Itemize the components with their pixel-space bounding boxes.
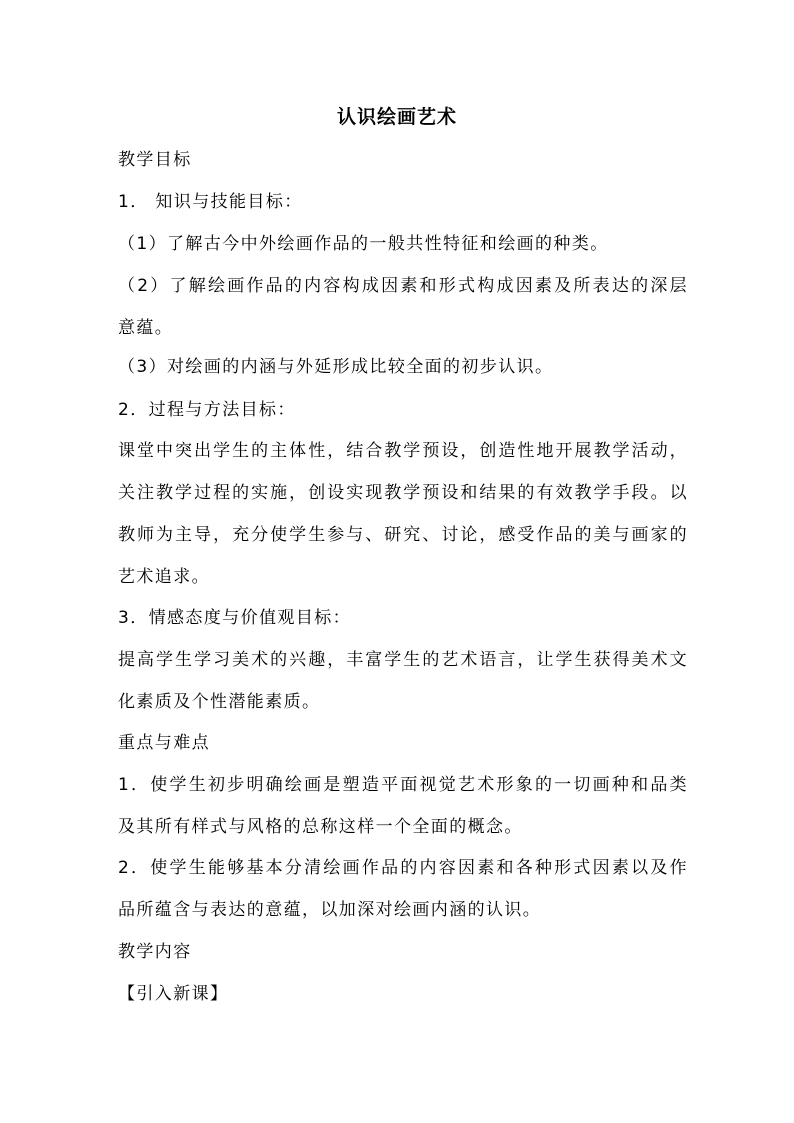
goal-3-paragraph-line: 化素质及个性潜能素质。 <box>118 692 321 712</box>
goal-2-heading: 2．过程与方法目标： <box>118 400 296 420</box>
section-heading-teaching-goals: 教学目标 <box>118 150 192 170</box>
goal-3-heading: 3．情感态度与价值观目标： <box>118 608 352 628</box>
subsection-heading-introduction: 【引入新课】 <box>118 984 229 1004</box>
goal-1-heading: 1． 知识与技能目标： <box>118 192 303 212</box>
key-point-line: 品所蕴含与表达的意蕴，以加深对绘画内涵的认识。 <box>118 900 542 920</box>
goal-2-paragraph-line: 课堂中突出学生的主体性，结合教学预设，创造性地开展教学活动， <box>118 441 688 461</box>
key-point-line: 1．使学生初步明确绘画是塑造平面视觉艺术形象的一切画种和品类 <box>118 775 688 795</box>
key-point-line: 2．使学生能够基本分清绘画作品的内容因素和各种形式因素以及作 <box>118 858 688 878</box>
goal-1-item-3: （3）对绘画的内涵与外延形成比较全面的初步认识。 <box>118 357 554 377</box>
goal-2-paragraph-line: 艺术追求。 <box>118 567 210 587</box>
section-heading-key-points: 重点与难点 <box>118 733 210 753</box>
goal-2-paragraph-line: 关注教学过程的实施，创设实现教学预设和结果的有效教学手段。以 <box>118 483 688 503</box>
goal-1-item-1: （1）了解古今中外绘画作品的一般共性特征和绘画的种类。 <box>118 234 609 254</box>
document-title: 认识绘画艺术 <box>336 106 457 128</box>
goal-3-paragraph-line: 提高学生学习美术的兴趣，丰富学生的艺术语言，让学生获得美术文 <box>118 650 688 670</box>
key-point-line: 及其所有样式与风格的总称这样一个全面的概念。 <box>118 817 523 837</box>
section-heading-teaching-content: 教学内容 <box>118 942 192 962</box>
goal-1-item-2-cont: 意蕴。 <box>118 318 174 338</box>
goal-1-item-2: （2）了解绘画作品的内容构成因素和形式构成因素及所表达的深层 <box>118 276 688 296</box>
goal-2-paragraph-line: 教师为主导，充分使学生参与、研究、讨论，感受作品的美与画家的 <box>118 525 688 545</box>
